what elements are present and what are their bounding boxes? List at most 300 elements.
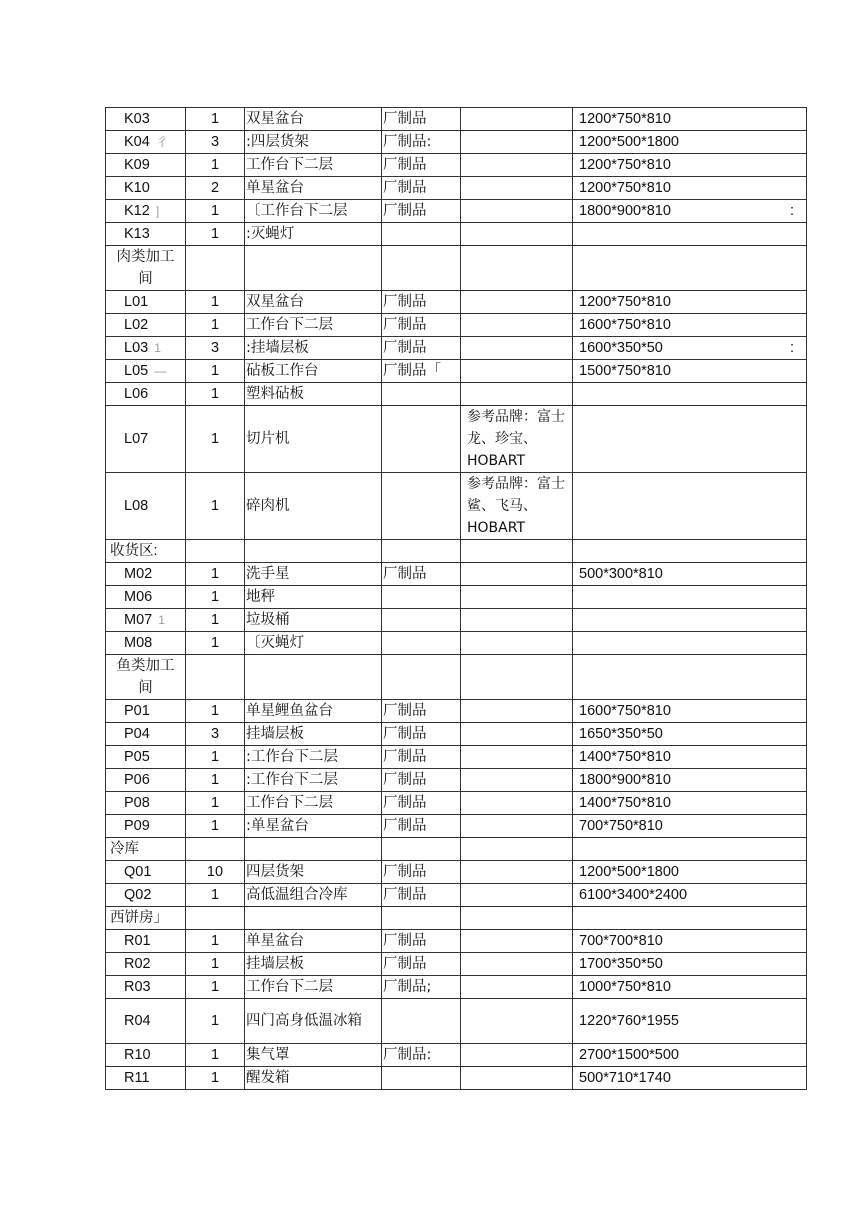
empty-cell <box>461 838 573 861</box>
item-code-cell <box>106 632 186 655</box>
item-code-cell <box>106 383 186 406</box>
empty-cell <box>186 655 245 700</box>
item-code: R11 <box>124 1070 150 1086</box>
dimension-value: 1200*500*1800 <box>579 134 679 150</box>
item-code-cell <box>106 609 186 632</box>
dimension-cell <box>573 1044 807 1067</box>
quantity-cell: 1 <box>186 291 245 314</box>
empty-cell <box>461 907 573 930</box>
quantity-cell: 1 <box>186 406 245 473</box>
brand-note-cell <box>461 976 573 999</box>
material-cell: 厂制品 <box>382 337 461 360</box>
material-cell: 厂制品 <box>382 930 461 953</box>
brand-note-cell <box>461 154 573 177</box>
stray-mark: ] <box>155 204 160 218</box>
item-code: M06 <box>124 589 153 605</box>
item-name-cell: 垃圾桶 <box>245 609 382 632</box>
empty-cell <box>382 838 461 861</box>
empty-cell <box>461 655 573 700</box>
item-code-cell <box>106 999 186 1044</box>
quantity-cell: 1 <box>186 200 245 223</box>
quantity-cell: 1 <box>186 154 245 177</box>
item-name-cell: 双星盆台 <box>245 291 382 314</box>
empty-cell <box>245 838 382 861</box>
table-row <box>106 861 807 884</box>
item-code: P09 <box>124 818 150 834</box>
item-code-cell <box>106 314 186 337</box>
item-code-cell <box>106 746 186 769</box>
dimension-value: 1600*750*810 <box>579 703 671 719</box>
item-code: R10 <box>124 1047 151 1063</box>
quantity-cell: 1 <box>186 953 245 976</box>
item-name-cell: 单星盆台 <box>245 930 382 953</box>
stray-mark: 1 <box>158 613 165 627</box>
brand-note-cell <box>461 953 573 976</box>
item-code: K10 <box>124 180 150 196</box>
material-cell <box>382 609 461 632</box>
quantity-cell: 1 <box>186 383 245 406</box>
item-code-cell <box>106 976 186 999</box>
item-name-cell: 挂墙层板 <box>245 723 382 746</box>
empty-cell <box>186 907 245 930</box>
table-row <box>106 632 807 655</box>
table-row <box>106 154 807 177</box>
item-name-cell: 〔灭蝇灯 <box>245 632 382 655</box>
brand-note-cell <box>461 884 573 907</box>
item-name-cell: 四层货架 <box>245 861 382 884</box>
section-row <box>106 540 807 563</box>
dimension-cell <box>573 337 807 360</box>
table-row <box>106 586 807 609</box>
item-code-cell <box>106 473 186 540</box>
table-row <box>106 360 807 383</box>
item-name-cell: 砧板工作台 <box>245 360 382 383</box>
dimension-cell <box>573 792 807 815</box>
quantity-cell: 3 <box>186 337 245 360</box>
dimension-cell <box>573 609 807 632</box>
section-title: 鱼类加工间 <box>106 655 186 700</box>
item-code: P08 <box>124 795 150 811</box>
dimension-cell <box>573 746 807 769</box>
dimension-value: 1650*350*50 <box>579 726 663 742</box>
quantity-cell: 1 <box>186 1067 245 1090</box>
item-code: R02 <box>124 956 151 972</box>
item-code: P06 <box>124 772 150 788</box>
quantity-cell: 1 <box>186 815 245 838</box>
item-name-cell: :工作台下二层 <box>245 746 382 769</box>
dimension-value: 700*750*810 <box>579 818 663 834</box>
quantity-cell: 1 <box>186 360 245 383</box>
brand-note-cell <box>461 1044 573 1067</box>
item-code: R03 <box>124 979 151 995</box>
quantity-cell: 3 <box>186 131 245 154</box>
item-code-cell <box>106 815 186 838</box>
quantity-cell: 1 <box>186 792 245 815</box>
item-name-cell: :单星盆台 <box>245 815 382 838</box>
dimension-value: 1200*500*1800 <box>579 864 679 880</box>
brand-note-cell <box>461 108 573 131</box>
material-cell <box>382 999 461 1044</box>
item-name-cell: 塑料砧板 <box>245 383 382 406</box>
quantity-cell: 1 <box>186 1044 245 1067</box>
item-code: K03 <box>124 111 150 127</box>
item-name-cell: 工作台下二层 <box>245 314 382 337</box>
dimension-value: 1500*750*810 <box>579 363 671 379</box>
quantity-cell: 1 <box>186 884 245 907</box>
dimension-value: 6100*3400*2400 <box>579 887 688 903</box>
empty-cell <box>573 246 807 291</box>
dimension-value: 1220*760*1955 <box>579 1013 679 1029</box>
brand-note-cell <box>461 632 573 655</box>
dimension-cell <box>573 223 807 246</box>
dimension-cell <box>573 177 807 200</box>
equipment-table <box>105 107 807 1090</box>
quantity-cell: 1 <box>186 108 245 131</box>
table-row <box>106 223 807 246</box>
brand-note-cell <box>461 200 573 223</box>
empty-cell <box>573 655 807 700</box>
item-code: K09 <box>124 157 150 173</box>
item-code-cell <box>106 884 186 907</box>
item-code: K13 <box>124 226 150 242</box>
table-row <box>106 999 807 1044</box>
dimension-value: 1200*750*810 <box>579 157 671 173</box>
table-row <box>106 314 807 337</box>
quantity-cell: 1 <box>186 609 245 632</box>
dimension-cell <box>573 154 807 177</box>
item-code-cell <box>106 200 186 223</box>
material-cell <box>382 1067 461 1090</box>
quantity-cell: 3 <box>186 723 245 746</box>
table-row <box>106 953 807 976</box>
material-cell: 厂制品: <box>382 131 461 154</box>
item-name-cell: :工作台下二层 <box>245 769 382 792</box>
item-code-cell <box>106 337 186 360</box>
item-code-cell <box>106 861 186 884</box>
item-code: R01 <box>124 933 151 949</box>
item-code: M07 <box>124 612 153 628</box>
table-row <box>106 291 807 314</box>
item-code-cell <box>106 131 186 154</box>
dimension-cell <box>573 861 807 884</box>
material-cell: 厂制品 <box>382 953 461 976</box>
item-code: M08 <box>124 635 153 651</box>
dimension-cell <box>573 700 807 723</box>
item-code-cell <box>106 563 186 586</box>
section-title: 收货区: <box>106 540 186 563</box>
brand-note-cell <box>461 1067 573 1090</box>
empty-cell <box>382 655 461 700</box>
dimension-value: 1200*750*810 <box>579 111 671 127</box>
empty-cell <box>573 907 807 930</box>
brand-note-cell <box>461 586 573 609</box>
brand-note-cell <box>461 609 573 632</box>
empty-cell <box>186 838 245 861</box>
material-cell: 厂制品; <box>382 976 461 999</box>
item-name-cell: 单星盆台 <box>245 177 382 200</box>
brand-note-cell <box>461 177 573 200</box>
section-row <box>106 246 807 291</box>
material-cell <box>382 632 461 655</box>
table-row <box>106 815 807 838</box>
brand-note-cell <box>461 563 573 586</box>
quantity-cell: 1 <box>186 314 245 337</box>
quantity-cell: 1 <box>186 999 245 1044</box>
dimension-value: 500*710*1740 <box>579 1070 671 1086</box>
item-code: P04 <box>124 726 150 742</box>
brand-note-cell <box>461 930 573 953</box>
item-code: L06 <box>124 386 149 402</box>
table-row <box>106 383 807 406</box>
dimension-cell <box>573 131 807 154</box>
empty-cell <box>245 246 382 291</box>
item-name-cell: :挂墙层板 <box>245 337 382 360</box>
empty-cell <box>461 246 573 291</box>
item-code-cell <box>106 108 186 131</box>
item-code-cell <box>106 723 186 746</box>
item-name-cell: :四层货架 <box>245 131 382 154</box>
quantity-cell: 1 <box>186 769 245 792</box>
empty-cell <box>186 540 245 563</box>
material-cell <box>382 406 461 473</box>
item-code-cell <box>106 769 186 792</box>
table-row <box>106 563 807 586</box>
dimension-cell <box>573 769 807 792</box>
brand-note-cell <box>461 291 573 314</box>
item-code: R04 <box>124 1013 151 1029</box>
quantity-cell: 1 <box>186 473 245 540</box>
stray-mark: : <box>789 203 794 219</box>
quantity-cell: 10 <box>186 861 245 884</box>
item-name-cell: 双星盆台 <box>245 108 382 131</box>
material-cell: 厂制品 <box>382 746 461 769</box>
quantity-cell: 1 <box>186 586 245 609</box>
item-code-cell <box>106 586 186 609</box>
item-name-cell: 地秤 <box>245 586 382 609</box>
dimension-value: 1400*750*810 <box>579 795 671 811</box>
item-code: L08 <box>124 498 149 514</box>
dimension-value: 1800*900*810 <box>579 772 671 788</box>
item-code-cell <box>106 1044 186 1067</box>
brand-note-cell <box>461 314 573 337</box>
item-code-cell <box>106 360 186 383</box>
brand-note-cell <box>461 861 573 884</box>
item-name-cell: :灭蝇灯 <box>245 223 382 246</box>
brand-note-cell <box>461 723 573 746</box>
item-code-cell <box>106 792 186 815</box>
item-name-cell: 洗手星 <box>245 563 382 586</box>
quantity-cell: 1 <box>186 976 245 999</box>
brand-note-cell <box>461 360 573 383</box>
item-code-cell <box>106 700 186 723</box>
item-name-cell: 醒发箱 <box>245 1067 382 1090</box>
item-name-cell: 四门高身低温冰箱 <box>245 999 382 1044</box>
dimension-value: 1600*750*810 <box>579 317 671 333</box>
empty-cell <box>186 246 245 291</box>
empty-cell <box>461 540 573 563</box>
item-code: L05 <box>124 363 149 379</box>
dimension-value: 1200*750*810 <box>579 180 671 196</box>
stray-mark: — <box>154 364 167 378</box>
dimension-value: 1700*350*50 <box>579 956 663 972</box>
section-title: 肉类加工间 <box>106 246 186 291</box>
dimension-cell <box>573 360 807 383</box>
item-name-cell: 工作台下二层 <box>245 154 382 177</box>
material-cell: 厂制品 <box>382 177 461 200</box>
material-cell: 厂制品 <box>382 154 461 177</box>
material-cell: 厂制品 <box>382 815 461 838</box>
quantity-cell: 1 <box>186 700 245 723</box>
empty-cell <box>245 655 382 700</box>
item-code: L03 <box>124 340 149 356</box>
item-code: L01 <box>124 294 149 310</box>
item-code-cell <box>106 406 186 473</box>
dimension-cell <box>573 200 807 223</box>
dimension-cell <box>573 383 807 406</box>
item-name-cell: 碎肉机 <box>245 473 382 540</box>
material-cell: 厂制品 <box>382 861 461 884</box>
quantity-cell: 1 <box>186 632 245 655</box>
dimension-cell <box>573 314 807 337</box>
brand-note-cell <box>461 746 573 769</box>
table-row <box>106 976 807 999</box>
empty-cell <box>382 907 461 930</box>
section-title: 西饼房」 <box>106 907 186 930</box>
section-row <box>106 907 807 930</box>
stray-mark: 1 <box>154 341 161 355</box>
table-row <box>106 200 807 223</box>
item-code-cell <box>106 1067 186 1090</box>
quantity-cell: 2 <box>186 177 245 200</box>
table-row <box>106 473 807 540</box>
dimension-cell <box>573 930 807 953</box>
item-name-cell: 工作台下二层 <box>245 792 382 815</box>
section-title: 冷库 <box>106 838 186 861</box>
item-code: Q02 <box>124 887 152 903</box>
brand-note-cell <box>461 769 573 792</box>
item-code: K04 <box>124 134 150 150</box>
item-code: K12 <box>124 203 150 219</box>
item-code: P05 <box>124 749 150 765</box>
quantity-cell: 1 <box>186 746 245 769</box>
item-name-cell: 切片机 <box>245 406 382 473</box>
dimension-cell <box>573 406 807 473</box>
item-name-cell: 高低温组合冷库 <box>245 884 382 907</box>
item-code-cell <box>106 223 186 246</box>
brand-note-cell <box>461 223 573 246</box>
dimension-value: 1600*350*50 <box>579 340 663 356</box>
table-row <box>106 769 807 792</box>
material-cell: 厂制品 <box>382 723 461 746</box>
empty-cell <box>573 838 807 861</box>
brand-note-cell <box>461 815 573 838</box>
table-row <box>106 609 807 632</box>
item-name-cell: 工作台下二层 <box>245 976 382 999</box>
dimension-cell <box>573 632 807 655</box>
dimension-cell <box>573 953 807 976</box>
brand-note-cell <box>461 700 573 723</box>
item-code-cell <box>106 930 186 953</box>
item-code-cell <box>106 953 186 976</box>
item-code: L02 <box>124 317 149 333</box>
table-row <box>106 700 807 723</box>
table-row <box>106 337 807 360</box>
dimension-cell <box>573 723 807 746</box>
material-cell: 厂制品 <box>382 314 461 337</box>
table-row <box>106 930 807 953</box>
equipment-table-body <box>106 108 807 1090</box>
brand-note-cell <box>461 383 573 406</box>
material-cell: 厂制品 <box>382 291 461 314</box>
dimension-value: 2700*1500*500 <box>579 1047 679 1063</box>
quantity-cell: 1 <box>186 223 245 246</box>
table-row <box>106 1067 807 1090</box>
dimension-value: 1200*750*810 <box>579 294 671 310</box>
material-cell: 厂制品: <box>382 1044 461 1067</box>
stray-mark: : <box>789 340 794 356</box>
dimension-value: 1400*750*810 <box>579 749 671 765</box>
quantity-cell: 1 <box>186 930 245 953</box>
material-cell: 厂制品 <box>382 563 461 586</box>
section-row <box>106 655 807 700</box>
dimension-value: 1000*750*810 <box>579 979 671 995</box>
material-cell: 厂制品 <box>382 884 461 907</box>
item-code-cell <box>106 177 186 200</box>
brand-note-cell <box>461 792 573 815</box>
table-row <box>106 406 807 473</box>
table-row <box>106 723 807 746</box>
brand-note-cell <box>461 337 573 360</box>
empty-cell <box>382 540 461 563</box>
dimension-cell <box>573 884 807 907</box>
material-cell <box>382 473 461 540</box>
quantity-cell: 1 <box>186 563 245 586</box>
dimension-cell <box>573 1067 807 1090</box>
dimension-value: 500*300*810 <box>579 566 663 582</box>
material-cell <box>382 383 461 406</box>
stray-mark: 彳 <box>155 135 168 149</box>
table-row <box>106 884 807 907</box>
item-code-cell <box>106 154 186 177</box>
item-name-cell: 挂墙层板 <box>245 953 382 976</box>
item-code: M02 <box>124 566 153 582</box>
dimension-cell <box>573 586 807 609</box>
dimension-value: 700*700*810 <box>579 933 663 949</box>
table-row <box>106 131 807 154</box>
material-cell: 厂制品 <box>382 769 461 792</box>
material-cell <box>382 586 461 609</box>
empty-cell <box>382 246 461 291</box>
table-row <box>106 746 807 769</box>
dimension-cell <box>573 999 807 1044</box>
table-row <box>106 177 807 200</box>
empty-cell <box>245 540 382 563</box>
material-cell: 厂制品 <box>382 792 461 815</box>
brand-note-cell <box>461 131 573 154</box>
item-code: P01 <box>124 703 150 719</box>
item-name-cell: 集气罩 <box>245 1044 382 1067</box>
material-cell: 厂制品 <box>382 108 461 131</box>
item-name-cell: 〔工作台下二层 <box>245 200 382 223</box>
empty-cell <box>245 907 382 930</box>
brand-note-cell: 参考品牌：富士鲨、飞马、HOBART <box>461 473 573 540</box>
item-code: L07 <box>124 431 149 447</box>
dimension-cell <box>573 976 807 999</box>
item-name-cell: 单星鲤鱼盆台 <box>245 700 382 723</box>
table-row <box>106 108 807 131</box>
section-row <box>106 838 807 861</box>
material-cell: 厂制品 <box>382 700 461 723</box>
